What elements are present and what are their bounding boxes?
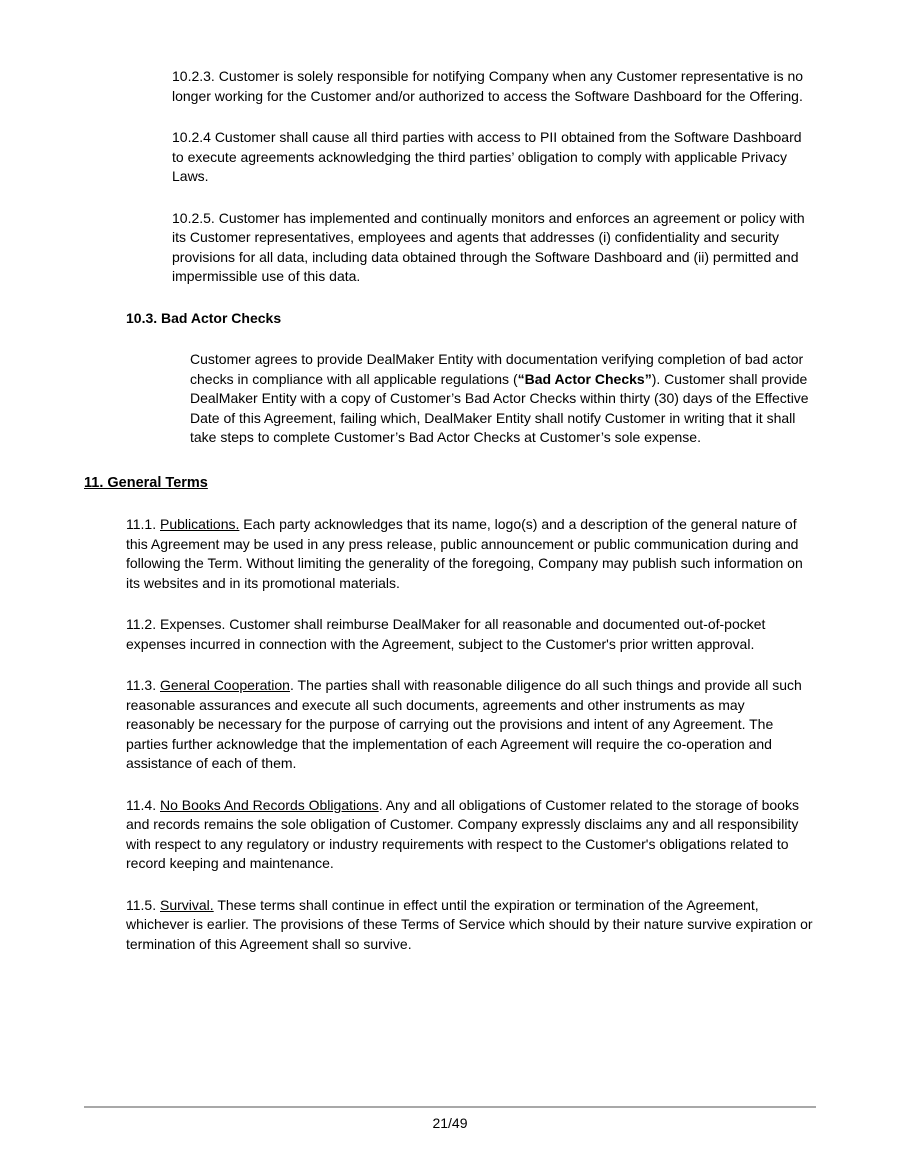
bold-defined-term: “Bad Actor Checks” xyxy=(517,370,652,387)
page-footer xyxy=(84,1106,816,1134)
clause-title-underlined: No Books And Records Obligations xyxy=(160,796,379,813)
paragraph-bad-actor-checks xyxy=(190,350,816,448)
paragraph-11-2 xyxy=(126,615,816,654)
page-number: 21/49 xyxy=(432,1115,468,1131)
paragraph-11-5 xyxy=(126,896,816,955)
paragraph-text: 10.2.5. Customer has implemented and continually monitors and enforces an agreement or policy with its Customer representatives, employees and agents that addresses (i) confidentiality and security provisions for all data, including data obtained through the Software Dashboard and (ii) permitted and impermissible use of this data. xyxy=(172,209,805,284)
paragraph-text: Each party acknowledges that its name, logo(s) and a description of the general nature of this Agreement may be used in any press release, public announcement or public communication during and following the Term. Without limiting the generality of the foregoing, Company may publish such information on its websites and in its promotional materials. xyxy=(126,516,803,591)
clause-number: 11.5. xyxy=(126,896,160,913)
heading-11-general-terms xyxy=(84,474,816,494)
paragraph-11-3 xyxy=(126,676,816,774)
paragraph-text: . Any and all obligations of Customer related to the storage of books and records remains the sole obligation of Customer. Company expressly disclaims any and all responsibility with respect to any regulatory or industry requirements with respect to the Customer's obligations related to record keeping and maintenance. xyxy=(126,796,799,871)
paragraph-10-2-4 xyxy=(172,128,816,187)
clause-number: 11.1. xyxy=(126,516,160,532)
paragraph-11-4 xyxy=(126,796,816,874)
paragraph-text: 11.2. Expenses. Customer shall reimburse DealMaker for all reasonable and documented out-of-pocket expenses incurred in connection with the Agreement, subject to the Customer's prior written approval. xyxy=(126,616,766,652)
heading-10-3-bad-actor-checks xyxy=(126,309,816,329)
paragraph-text: Customer agrees to provide DealMaker Entity with documentation verifying completion of bad actor checks in compliance with all applicable regulations ( xyxy=(190,351,804,387)
paragraph-11-1 xyxy=(126,515,816,593)
clause-number: 11.4. xyxy=(126,796,160,813)
heading-text: 11. General Terms xyxy=(84,474,208,491)
paragraph-text: . The parties shall with reasonable diligence do all such things and provide all such reasonable assurances and execute all such documents, agreements and other instruments as may reasonably be necessary for the purpose of carrying out the provisions and intent of any Agreement. The parties further acknowledge that the implementation of each Agreement will require the co-operation and assistance of each of them. xyxy=(126,677,802,771)
paragraph-10-2-5 xyxy=(172,209,816,287)
clause-number: 11.3. xyxy=(126,677,160,693)
paragraph-text: 10.2.3. Customer is solely responsible for notifying Company when any Customer representative is no longer working for the Customer and/or authorized to access the Software Dashboard for the Offering. xyxy=(172,68,804,104)
paragraph-text: 10.2.4 Customer shall cause all third parties with access to PII obtained from the Software Dashboard to execute agreements acknowledging the third parties’ obligation to comply with applicable Privacy Laws. xyxy=(172,129,802,184)
clause-title-underlined: Survival. xyxy=(160,896,214,913)
heading-text: 10.3. Bad Actor Checks xyxy=(126,309,282,326)
clause-title-underlined: Publications. xyxy=(160,516,240,532)
clause-title-underlined: General Cooperation xyxy=(160,677,290,693)
paragraph-text: ). Customer shall provide DealMaker Entity with a copy of Customer’s Bad Actor Checks within thirty (30) days of the Effective Date of this Agreement, failing which, DealMaker Entity shall notify Customer in writing that it shall take steps to complete Customer’s Bad Actor Checks at Customer’s sole expense. xyxy=(190,370,809,445)
paragraph-text: These terms shall continue in effect until the expiration or termination of the Agreement, whichever is earlier. The provisions of these Terms of Service which should by their nature survive expiration or termination of this Agreement shall so survive. xyxy=(126,896,813,952)
paragraph-10-2-3 xyxy=(172,67,816,106)
